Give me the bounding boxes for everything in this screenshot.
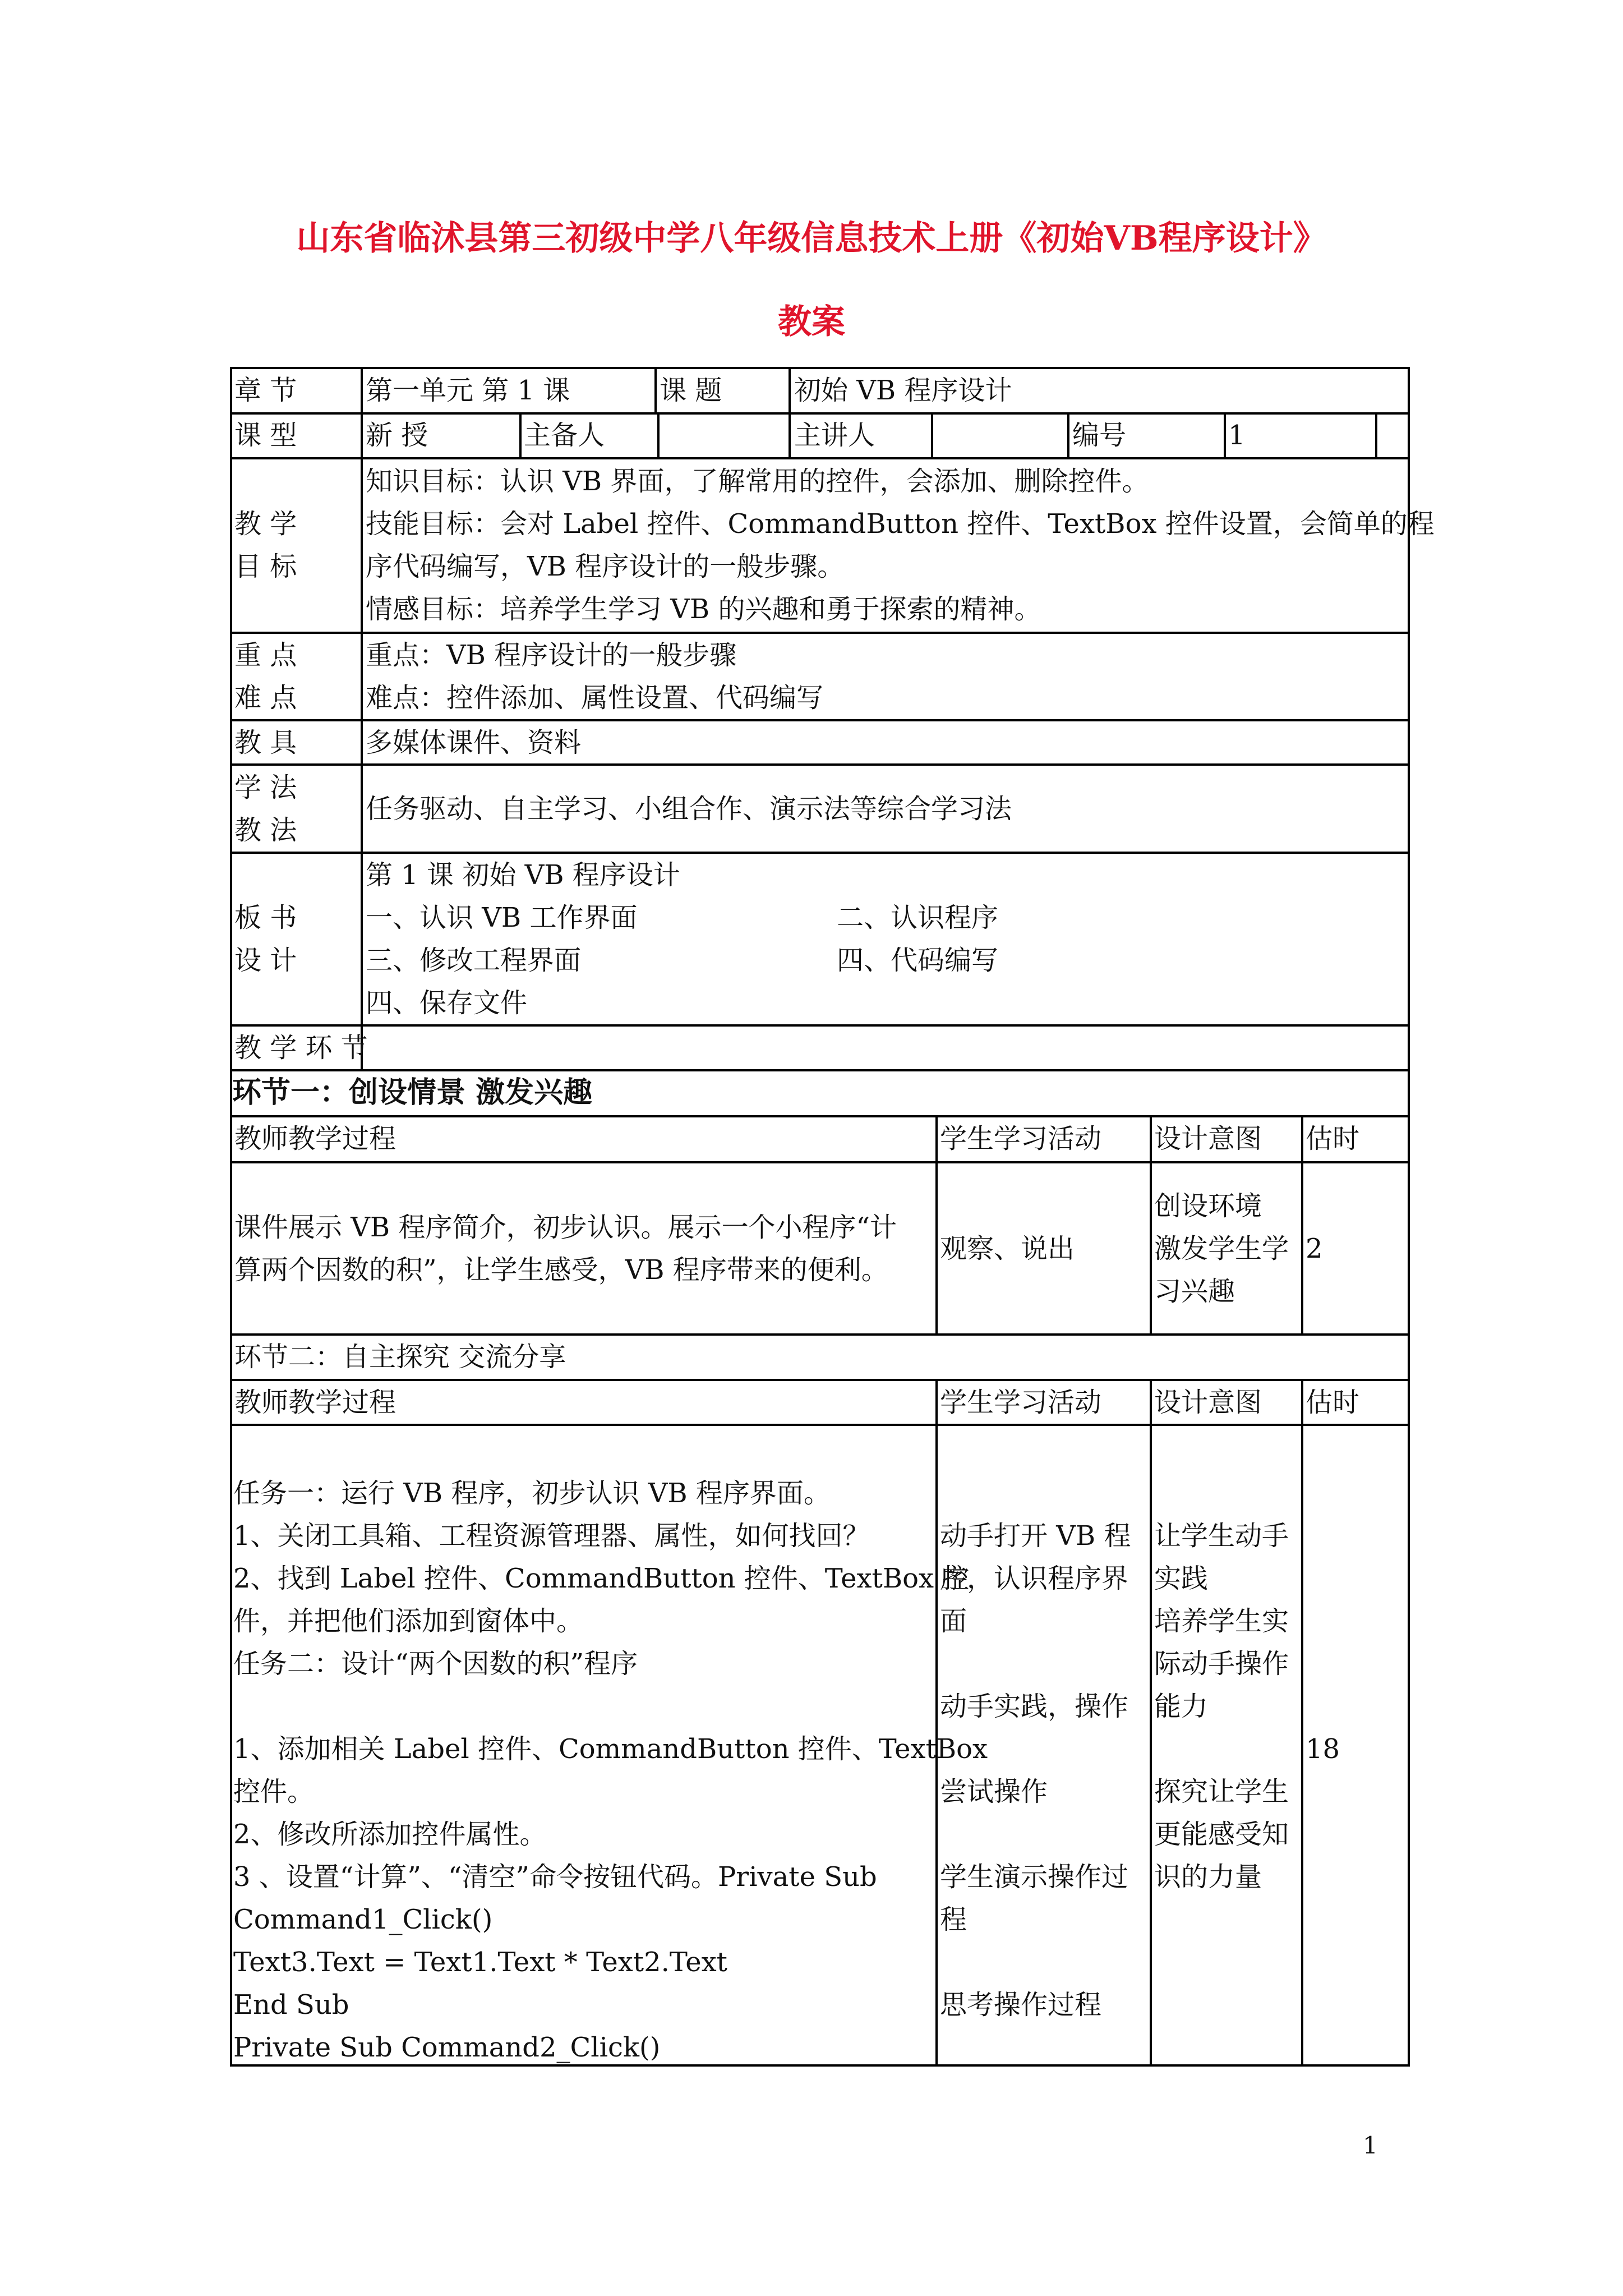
board-line-title: 第 1 课 初始 VB 程序设计 <box>366 859 680 891</box>
document-title-line-2: 教案 <box>778 302 845 342</box>
goal-emotion: 情感目标：培养学生学习 VB 的兴趣和勇于探索的精神。 <box>366 593 1041 625</box>
goal-knowledge: 知识目标：认识 VB 界面，了解常用的控件，会添加、删除控件。 <box>366 466 1149 497</box>
page-number: 1 <box>1363 2132 1378 2159</box>
stage2-teacher-line: 任务一：运行 VB 程序，初步认识 VB 程序界面。 <box>233 1478 831 1509</box>
stage1-intent-2: 激发学生学 <box>1154 1233 1289 1264</box>
goal-skill-cont: 序代码编写，VB 程序设计的一般步骤。 <box>366 551 845 582</box>
stage2-student-line: 序，认识程序界 <box>940 1563 1129 1594</box>
number-label: 编号 <box>1072 420 1127 451</box>
stage2-intent-line: 培养学生实 <box>1154 1605 1289 1637</box>
stage1-title: 环节一：创设情景 激发兴趣 <box>232 1076 593 1110</box>
topic-label: 课 题 <box>660 375 722 406</box>
stage2-teacher-line: 3 、设置“计算”、“清空”命令按钮代码。Private Sub <box>233 1861 877 1893</box>
tools-label: 教 具 <box>234 727 297 758</box>
tools-value: 多媒体课件、资料 <box>366 727 582 758</box>
stage1-teacher-line-1: 课件展示 VB 程序简介，初步认识。展示一个小程序“计 <box>234 1212 897 1243</box>
board-item-1: 一、认识 VB 工作界面 <box>366 902 638 933</box>
stage2-student-line: 动手实践，操作 <box>940 1691 1129 1722</box>
stage1-intent-1: 创设环境 <box>1154 1190 1262 1222</box>
topic-value: 初始 VB 程序设计 <box>794 375 1012 406</box>
board-label-1: 板 书 <box>234 902 297 933</box>
document-title-line-1: 山东省临沭县第三初级中学八年级信息技术上册《初始VB程序设计》 <box>296 219 1327 258</box>
stage2-header-intent: 设计意图 <box>1154 1387 1262 1418</box>
lecturer-label: 主讲人 <box>794 420 875 451</box>
board-item-3: 三、修改工程界面 <box>366 945 582 976</box>
stages-label: 教 学 环 节 <box>234 1032 368 1064</box>
stage2-intent-line: 际动手操作 <box>1154 1648 1289 1680</box>
stage2-student-line: 尝试操作 <box>940 1776 1048 1807</box>
stage2-student-line: 程 <box>940 1904 967 1935</box>
stage2-header-time: 估时 <box>1306 1387 1360 1418</box>
stage2-intent-line: 让学生动手 <box>1154 1520 1289 1552</box>
stage2-teacher-line: 2、修改所添加控件属性。 <box>233 1819 547 1850</box>
board-item-4: 四、代码编写 <box>837 945 999 976</box>
stage2-intent-line: 能力 <box>1154 1691 1209 1722</box>
stage2-intent-line: 更能感受知 <box>1154 1819 1289 1850</box>
stage2-teacher-line: 控件。 <box>233 1776 315 1807</box>
stage2-student-line: 面 <box>940 1605 967 1637</box>
stage2-header-student: 学生学习活动 <box>940 1387 1102 1418</box>
method-value: 任务驱动、自主学习、小组合作、演示法等综合学习法 <box>366 793 1012 825</box>
stage2-teacher-line: Command1_Click() <box>233 1904 493 1935</box>
goal-skill: 技能目标：会对 Label 控件、CommandButton 控件、TextBox 控件设置，会简单的程 <box>366 508 1435 540</box>
stage2-teacher-line: 1、添加相关 Label 控件、CommandButton 控件、TextBox <box>233 1733 988 1765</box>
key-point: 重点：VB 程序设计的一般步骤 <box>366 639 737 671</box>
method-label-2: 教 法 <box>234 815 297 846</box>
type-label: 课 型 <box>234 420 297 451</box>
number-value: 1 <box>1228 420 1246 451</box>
board-item-2: 二、认识程序 <box>837 902 999 933</box>
stage1-header-student: 学生学习活动 <box>940 1123 1102 1154</box>
stage1-header-teacher: 教师教学过程 <box>234 1123 396 1154</box>
stage2-teacher-line: Text3.Text = Text1.Text * Text2.Text <box>233 1947 727 1978</box>
stage2-intent-line: 识的力量 <box>1154 1861 1262 1893</box>
chapter-label: 章 节 <box>234 375 297 406</box>
method-label-1: 学 法 <box>234 772 297 803</box>
stage2-student-line: 思考操作过程 <box>940 1989 1102 2021</box>
preparer-label: 主备人 <box>524 420 605 451</box>
goals-label-1: 教 学 <box>234 508 297 540</box>
difficult-point: 难点：控件添加、属性设置、代码编写 <box>366 682 824 714</box>
board-label-2: 设 计 <box>234 945 297 976</box>
stage2-title: 环节二：自主探究 交流分享 <box>234 1341 566 1373</box>
goals-label-2: 目 标 <box>234 551 297 582</box>
stage1-time: 2 <box>1306 1233 1323 1264</box>
key-label-2: 难 点 <box>234 682 297 714</box>
stage1-header-time: 估时 <box>1306 1123 1360 1154</box>
board-item-5: 四、保存文件 <box>366 987 528 1019</box>
stage2-intent-line: 探究让学生 <box>1154 1776 1289 1807</box>
type-value: 新 授 <box>366 420 428 451</box>
stage2-teacher-line: 件，并把他们添加到窗体中。 <box>233 1605 584 1637</box>
stage2-teacher-line: 任务二：设计“两个因数的积”程序 <box>233 1648 638 1680</box>
chapter-value: 第一单元 第 1 课 <box>366 375 570 406</box>
stage2-teacher-line: End Sub <box>233 1989 349 2021</box>
stage2-time: 18 <box>1306 1733 1340 1765</box>
stage2-teacher-line: Private Sub Command2_Click() <box>233 2032 661 2063</box>
stage2-intent-line: 实践 <box>1154 1563 1209 1594</box>
stage1-student: 观察、说出 <box>940 1233 1075 1264</box>
stage2-teacher-line: 1、关闭工具箱、工程资源管理器、属性，如何找回？ <box>233 1520 870 1552</box>
key-label-1: 重 点 <box>234 639 297 671</box>
stage1-header-intent: 设计意图 <box>1154 1123 1262 1154</box>
stage2-teacher-line: 2、找到 Label 控件、CommandButton 控件、TextBox 控 <box>233 1563 970 1594</box>
stage2-header-teacher: 教师教学过程 <box>234 1387 396 1418</box>
stage2-student-line: 学生演示操作过 <box>940 1861 1129 1893</box>
stage1-teacher-line-2: 算两个因数的积”，让学生感受，VB 程序带来的便利。 <box>234 1254 888 1286</box>
stage1-intent-3: 习兴趣 <box>1154 1276 1235 1307</box>
stage2-student-line: 动手打开 VB 程 <box>940 1520 1131 1552</box>
